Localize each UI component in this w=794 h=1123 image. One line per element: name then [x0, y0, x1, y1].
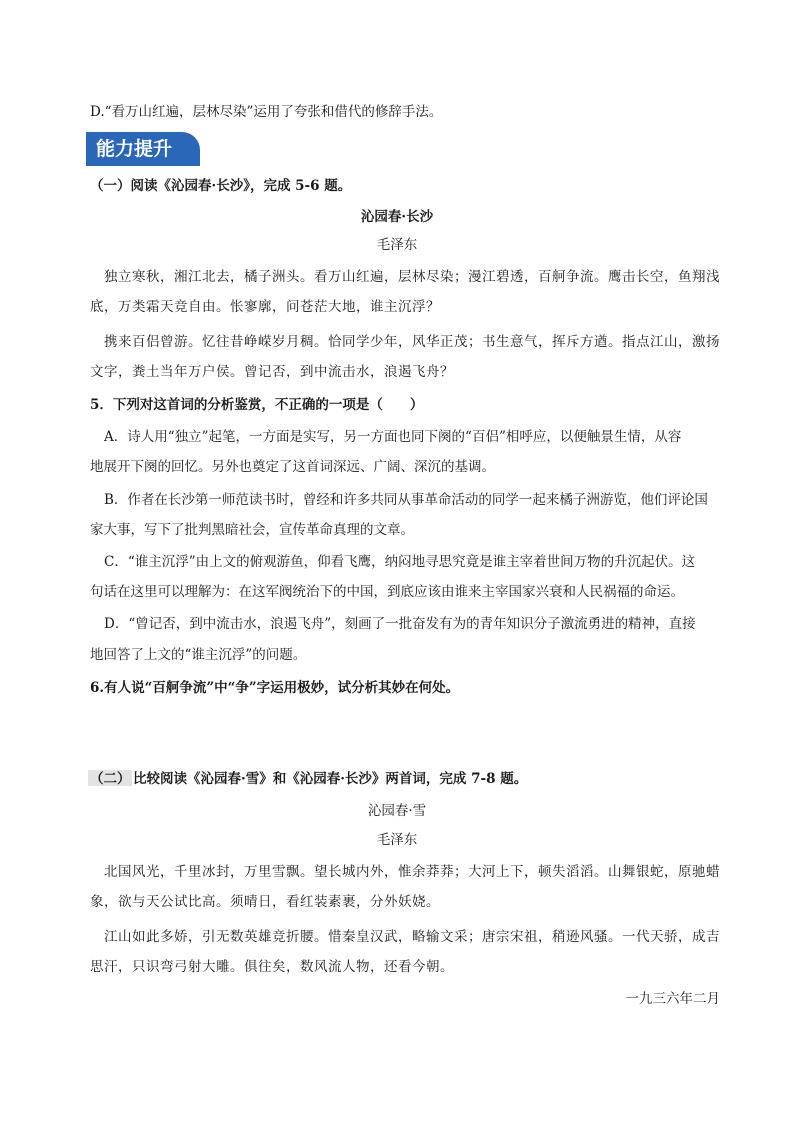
question-6-stem: 6.有人说“百舸争流”中“争”字运用极妙，试分析其妙在何处。: [90, 680, 460, 696]
poem2-date: 一九三六年二月: [625, 991, 720, 1007]
poem2-line: 江山如此多娇，引无数英雄竞折腰。惜秦皇汉武，略输文采；唐宗宋祖，稍逊风骚。一代天骄，成吉: [104, 929, 720, 945]
poem1-author: 毛泽东: [376, 237, 418, 253]
option-d-previous: D.“看万山红遍，层林尽染”运用了夸张和借代的修辞手法。: [90, 104, 443, 120]
poem2-line: 思汗，只识弯弓射大雕。俱往矣，数风流人物，还看今朝。: [90, 959, 454, 975]
part2-intro: 比较阅读《沁园春·雪》和《沁园春·长沙》两首词，完成 7-8 题。: [133, 771, 528, 787]
q5-option-a: A．诗人用“独立”起笔，一方面是实写，另一方面也同下阕的“百侣”相呼应，以便触景生情，从容: [104, 429, 682, 445]
q5-option-b: B．作者在长沙第一师范读书时，曾经和许多共同从事革命活动的同学一起来橘子洲游览，他们评论国: [104, 492, 708, 508]
poem2-title: 沁园春·雪: [367, 803, 427, 819]
poem2-line: 象，欲与天公试比高。须晴日，看红装素裹，分外妖娆。: [90, 894, 440, 910]
q5-option-d-cont: 地回答了上文的“谁主沉浮”的问题。: [90, 647, 307, 663]
poem1-line: 携来百侣曾游。忆往昔峥嵘岁月稠。恰同学少年，风华正茂；书生意气，挥斥方遒。指点江山，激扬: [104, 334, 720, 350]
poem2-author: 毛泽东: [376, 832, 418, 848]
poem1-line: 文字，粪土当年万户侯。曾记否，到中流击水，浪遏飞舟？: [90, 364, 454, 380]
q5-option-d: D．“曾记否，到中流击水，浪遏飞舟”，刻画了一批奋发有为的青年知识分子激流勇进的精神，直接: [104, 616, 696, 632]
q5-option-b-cont: 家大事，写下了批判黑暗社会，宣传革命真理的文章。: [90, 522, 414, 538]
q5-option-c: C．“谁主沉浮”由上文的俯观游鱼，仰看飞鹰，纳闷地寻思究竟是谁主宰着世间万物的升沉起伏。这: [104, 554, 696, 570]
part2-label: （二）: [90, 771, 131, 787]
poem2-line: 北国风光，千里冰封，万里雪飘。望长城内外，惟余莽莽；大河上下，顿失滔滔。山舞银蛇，原驰蜡: [104, 864, 720, 880]
poem1-line: 独立寒秋，湘江北去，橘子洲头。看万山红遍，层林尽染；漫江碧透，百舸争流。鹰击长空，鱼翔浅: [104, 269, 720, 285]
q5-option-c-cont: 句话在这里可以理解为：在这军阀统治下的中国，到底应该由谁来主宰国家兴衰和人民祸福的命运。: [90, 584, 684, 600]
poem1-title: 沁园春·长沙: [360, 209, 434, 225]
poem1-line: 底，万类霜天竞自由。怅寥廓，问苍茫大地，谁主沉浮？: [90, 299, 440, 315]
question-5-stem: 5．下列对这首词的分析鉴赏，不正确的一项是（ ）: [90, 397, 424, 413]
part1-intro: （一）阅读《沁园春·长沙》，完成 5-6 题。: [90, 178, 352, 194]
q5-option-a-cont: 地展开下阕的回忆。另外也奠定了这首词深远、广阔、深沉的基调。: [90, 459, 495, 475]
section-banner-title: 能力提升: [96, 138, 173, 160]
